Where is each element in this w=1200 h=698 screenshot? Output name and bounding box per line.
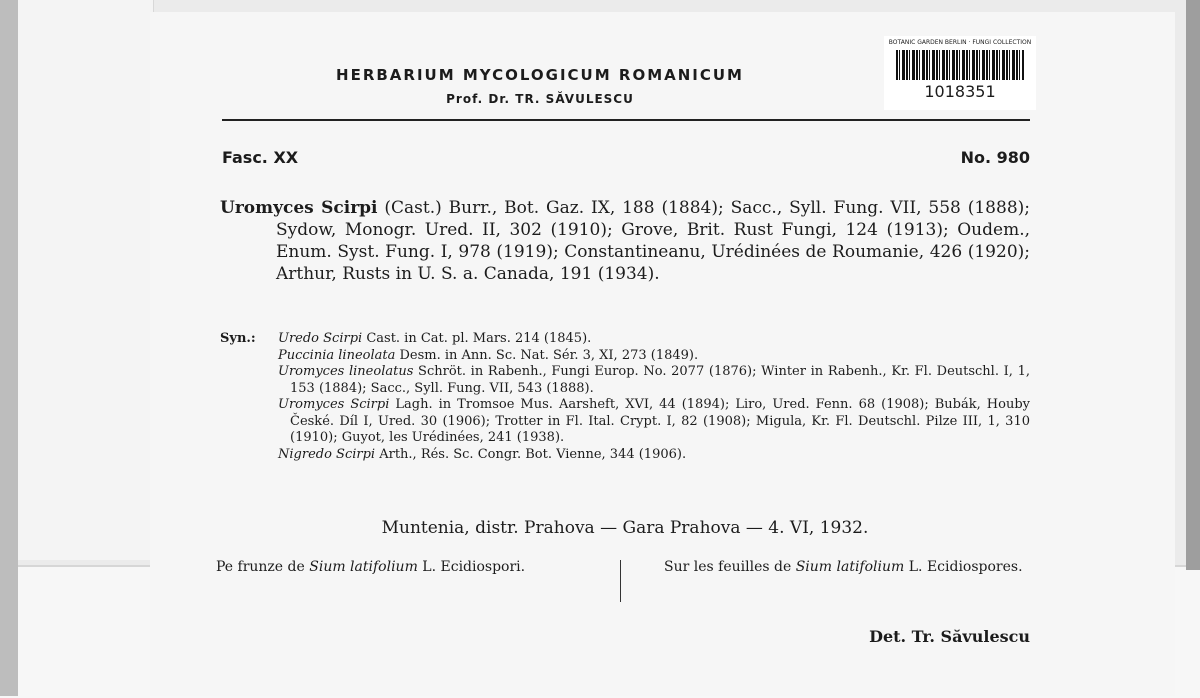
- host-fr-prefix: Sur les feuilles de: [664, 559, 796, 575]
- synonym-entry: [278, 364, 1030, 397]
- species-name: Uromyces Scirpi: [220, 198, 378, 218]
- column-divider: [620, 560, 621, 602]
- synonym-name: Uromyces Scirpi: [278, 397, 390, 412]
- host-fr-suffix: L. Ecidiospores.: [904, 559, 1023, 575]
- synonym-entry: [278, 397, 1030, 447]
- specimen-number: No. 980: [960, 148, 1030, 167]
- herbarium-title: HERBARIUM MYCOLOGICUM ROMANICUM: [336, 66, 744, 84]
- barcode-label: [884, 36, 1036, 110]
- synonyms-list: [278, 331, 1030, 463]
- left-edge: [0, 0, 18, 696]
- synonym-text: Desm. in Ann. Sc. Nat. Sér. 3, XI, 273 (1849).: [395, 347, 699, 363]
- host-description-romanian: [216, 558, 610, 576]
- synonym-entry: [278, 331, 1030, 348]
- determiner: Det. Tr. Săvulescu: [869, 627, 1030, 646]
- host-description-french: [652, 558, 1030, 576]
- synonym-entry: [278, 348, 1030, 365]
- host-ro-prefix: Pe frunze de: [216, 559, 310, 575]
- header-rule: [222, 119, 1030, 121]
- synonym-name: Puccinia lineolata: [278, 347, 396, 363]
- synonyms-label: Syn.:: [220, 331, 256, 346]
- barcode-icon: [896, 50, 1024, 80]
- barcode-heading: BOTANIC GARDEN BERLIN · FUNGI COLLECTION: [888, 39, 1032, 46]
- right-edge: [1186, 0, 1200, 570]
- host-ro-suffix: L. Ecidiospori.: [417, 559, 526, 575]
- synonym-name: Uromyces lineolatus: [278, 364, 414, 379]
- synonym-entry: [278, 447, 1030, 464]
- synonym-text: Schröt. in Rabenh., Fungi Europ. No. 2077 (1876); Winter in Rabenh., Kr. Fl. Deutschl. I, 1, 153 (1884); Sacc., Syll. Fung. VII, 543 (1888).: [290, 364, 1030, 396]
- synonym-text: Arth., Rés. Sc. Congr. Bot. Vienne, 344 (1906).: [375, 446, 687, 462]
- synonym-name: Nigredo Scirpi: [278, 446, 376, 462]
- citation-text: (Cast.) Burr., Bot. Gaz. IX, 188 (1884); Sacc., Syll. Fung. VII, 558 (1888); Sydow, Monogr. Ured. II, 302 (1910); Grove, Brit. Rust Fungi, 124 (1913); Oudem., Enum. Syst. Fung. I, 978 (1919); Constantineanu, Urédinées de Roumanie, 426 (1920); Arthur, Rusts in U. S. a. Canada, 191 (1934).: [276, 198, 1030, 284]
- synonym-text: Cast. in Cat. pl. Mars. 214 (1845).: [362, 331, 592, 346]
- fascicle: Fasc. XX: [222, 148, 299, 167]
- barcode-number: 1018351: [924, 82, 996, 101]
- host-plant-name: Sium latifolium: [795, 559, 905, 575]
- collection-locality: Muntenia, distr. Prahova — Gara Prahova — 4. VI, 1932.: [381, 518, 869, 538]
- synonym-text: Lagh. in Tromsoe Mus. Aarsheft, XVI, 44 (1894); Liro, Ured. Fenn. 68 (1908); Bubák, Houby České. Díl I, Ured. 30 (1906); Trotter in Fl. Ital. Crypt. I, 82 (1908); Migula, Kr. Fl. Deutschl. Pilze III, 1, 310 (1910); Guyot, les Urédinées, 241 (1938).: [290, 397, 1030, 445]
- synonym-name: Uredo Scirpi: [278, 331, 363, 346]
- species-citation: [220, 197, 1030, 285]
- envelope-flap: [18, 0, 154, 560]
- herbarium-subtitle: Prof. Dr. TR. SĂVULESCU: [446, 92, 634, 106]
- host-plant-name: Sium latifolium: [309, 559, 418, 575]
